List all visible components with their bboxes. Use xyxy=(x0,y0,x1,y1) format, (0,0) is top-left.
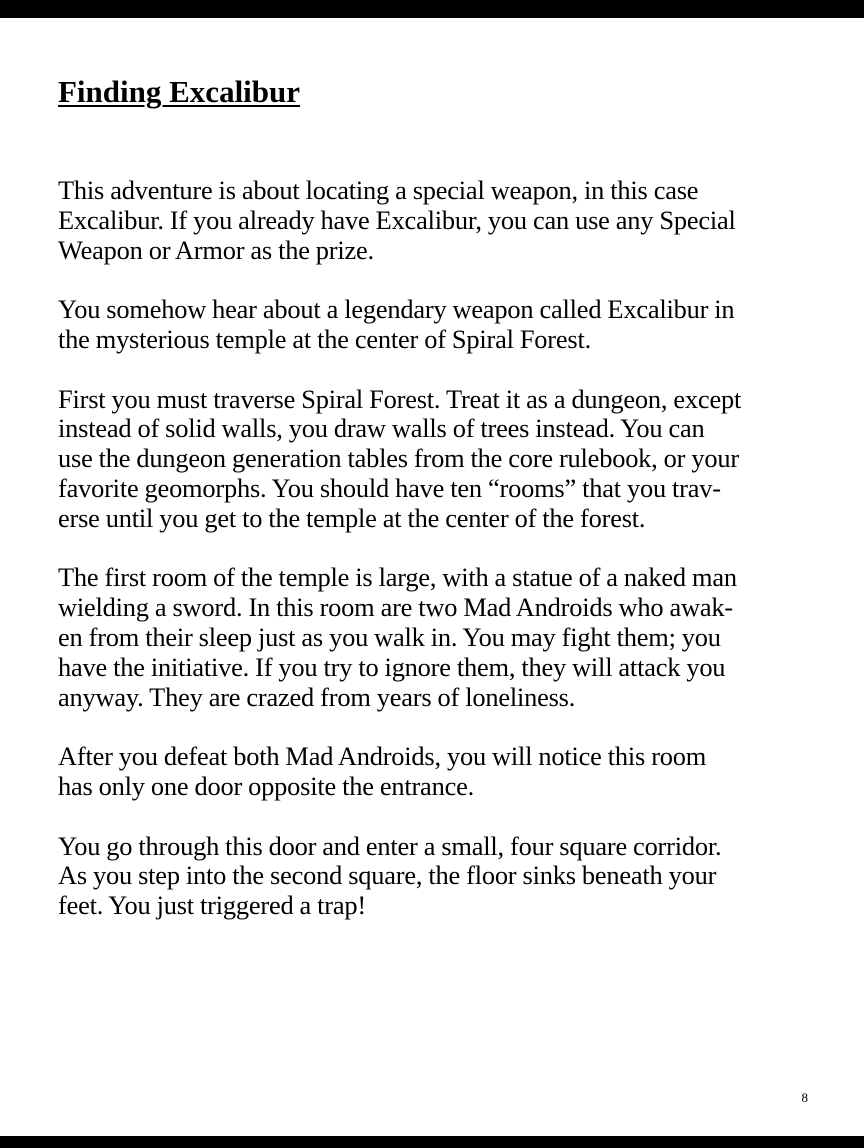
text-line: Excalibur. If you already have Excalibur, you can use any Special xyxy=(58,204,736,235)
text-line: wielding a sword. In this room are two Mad Androids who awak- xyxy=(58,592,733,623)
text-line: After you defeat both Mad Androids, you will notice this room xyxy=(58,741,707,772)
text-line: the mysterious temple at the center of Spiral Forest. xyxy=(58,323,591,354)
paragraph-intro xyxy=(58,176,818,265)
bottom-border-bar xyxy=(0,1136,864,1148)
text-line: The first room of the temple is large, with a statue of a naked man xyxy=(58,562,737,593)
top-border-bar xyxy=(0,0,864,18)
text-line: anyway. They are crazed from years of loneliness. xyxy=(58,681,576,712)
text-line: You somehow hear about a legendary weapon called Excalibur in xyxy=(58,294,735,325)
text-line: feet. You just triggered a trap! xyxy=(58,890,366,921)
page-number: 8 xyxy=(801,1090,808,1105)
paragraph-after-defeat xyxy=(58,742,818,802)
paragraph-forest xyxy=(58,385,818,534)
text-line: As you step into the second square, the floor sinks beneath your xyxy=(58,860,717,891)
text-line: This adventure is about locating a special weapon, in this case xyxy=(58,175,699,205)
text-line: have the initiative. If you try to ignore them, they will attack you xyxy=(58,651,726,682)
text-line: instead of solid walls, you draw walls of trees instead. You can xyxy=(58,413,705,444)
text-line: en from their sleep just as you walk in. You may fight them; you xyxy=(58,621,721,652)
page-title: Finding Excalibur xyxy=(58,74,301,109)
text-line: You go through this door and enter a small, four square corridor. xyxy=(58,830,722,861)
text-line: has only one door opposite the entrance. xyxy=(58,770,474,801)
text-line: use the dungeon generation tables from the core rulebook, or your xyxy=(58,443,739,474)
text-line: erse until you get to the temple at the center of the forest. xyxy=(58,502,646,533)
paragraph-first-room xyxy=(58,563,818,712)
paragraph-corridor xyxy=(58,832,818,921)
text-line: Weapon or Armor as the prize. xyxy=(58,234,374,265)
text-line: favorite geomorphs. You should have ten “rooms” that you trav- xyxy=(58,472,721,503)
paragraph-legend xyxy=(58,295,818,355)
document-page xyxy=(58,72,818,951)
text-line: First you must traverse Spiral Forest. Treat it as a dungeon, except xyxy=(58,383,742,414)
